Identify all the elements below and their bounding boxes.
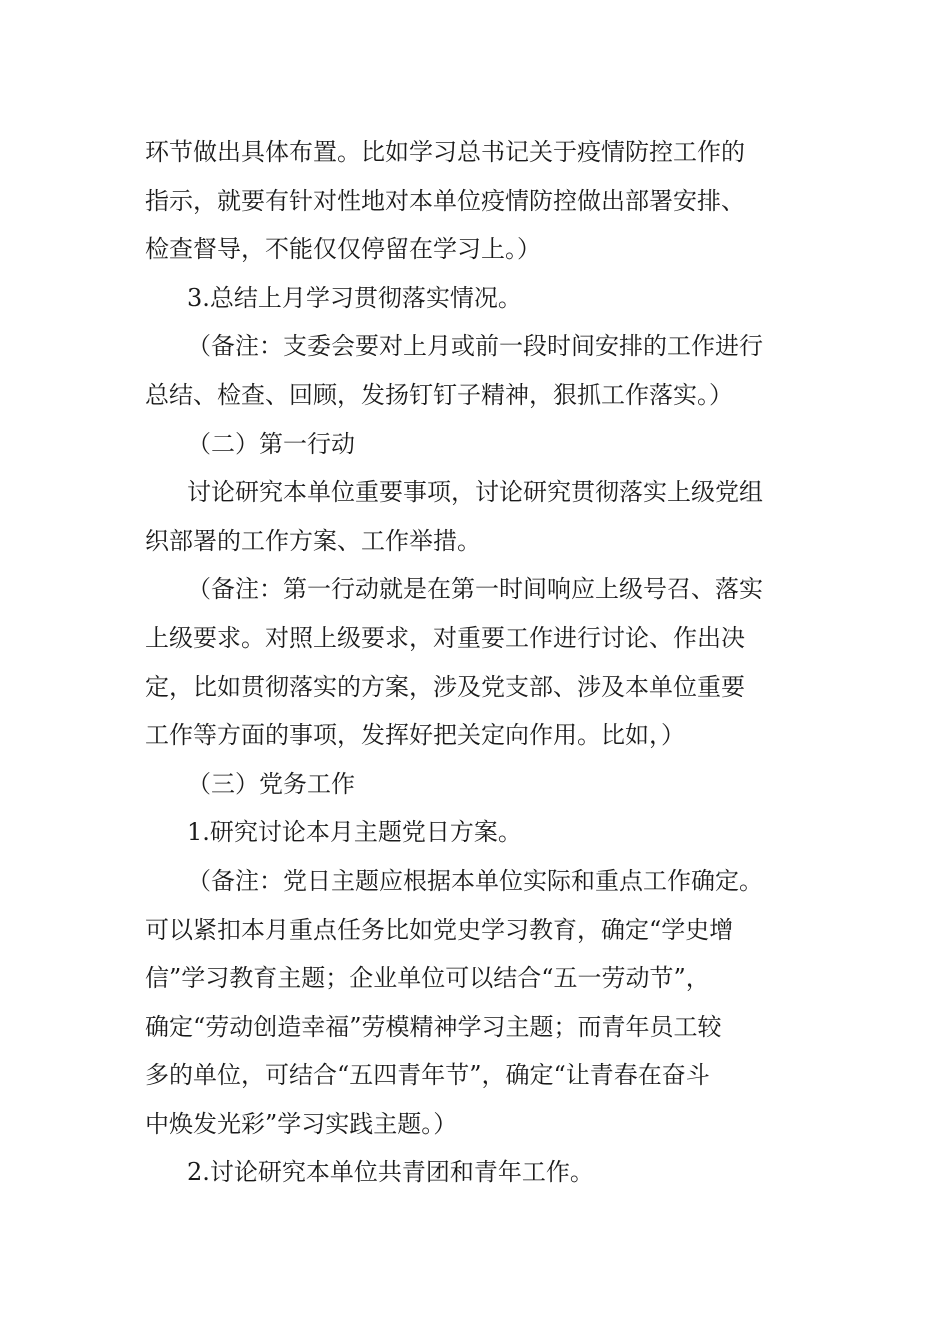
paragraph-line: 讨论研究本单位重要事项，讨论研究贯彻落实上级党组 — [187, 478, 763, 507]
paragraph-line: 检查督导，不能仅仅停留在学习上。） — [145, 235, 541, 264]
note-line: （备注：党日主题应根据本单位实际和重点工作确定。 — [187, 866, 763, 895]
paragraph-line: 环节做出具体布置。比如学习总书记关于疫情防控工作的 — [145, 138, 745, 166]
item-heading: 2.讨论研究本单位共青团和青年工作。 — [187, 1158, 594, 1187]
document-body — [145, 128, 810, 1197]
note-line: 可以紧扣本月重点任务比如党史学习教育，确定“学史增 — [145, 915, 734, 944]
paragraph-line: 织部署的工作方案、工作举措。 — [145, 526, 481, 555]
item-heading: 3.总结上月学习贯彻落实情况。 — [187, 283, 522, 312]
item-heading: 1.研究讨论本月主题党日方案。 — [187, 818, 522, 847]
note-line: （备注：支委会要对上月或前一段时间安排的工作进行 — [187, 332, 763, 361]
note-line: 上级要求。对照上级要求，对重要工作进行讨论、作出决 — [145, 623, 745, 652]
section-heading: （三）党务工作 — [187, 769, 355, 798]
note-line: 中焕发光彩”学习实践主题。） — [145, 1109, 458, 1138]
note-line: 信”学习教育主题；企业单位可以结合“五一劳动节”， — [145, 964, 710, 993]
note-line: 定，比如贯彻落实的方案，涉及党支部、涉及本单位重要 — [145, 672, 745, 701]
note-line: （备注：第一行动就是在第一时间响应上级号召、落实 — [187, 575, 763, 604]
section-heading: （二）第一行动 — [187, 429, 355, 458]
note-line: 确定“劳动创造幸福”劳模精神学习主题；而青年员工较 — [145, 1012, 722, 1041]
note-line: 总结、检查、回顾，发扬钉钉子精神，狠抓工作落实。） — [145, 380, 733, 409]
note-line: 多的单位，可结合“五四青年节”，确定“让青春在奋斗 — [145, 1061, 710, 1090]
paragraph-line: 指示，就要有针对性地对本单位疫情防控做出部署安排、 — [145, 186, 745, 215]
note-line: 工作等方面的事项，发挥好把关定向作用。比如，） — [145, 721, 685, 750]
